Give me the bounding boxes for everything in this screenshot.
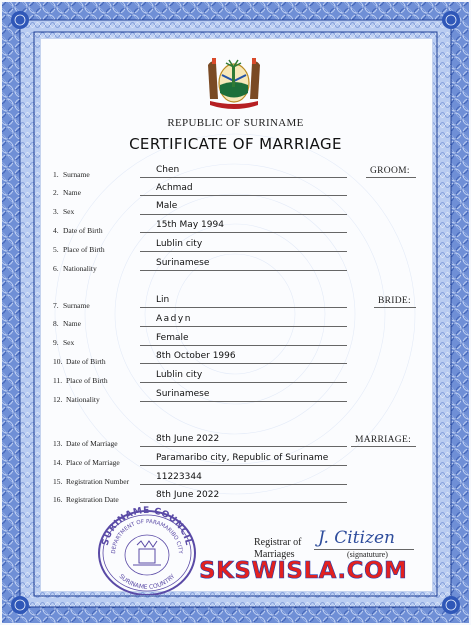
field-3-value: Male xyxy=(156,201,178,211)
field-6-value: Surinamese xyxy=(156,258,210,268)
watermark-string: SKSWISLA.COM xyxy=(199,558,408,584)
field-9-line xyxy=(140,345,347,346)
field-4-number: 4. xyxy=(53,226,59,235)
watermark-text xyxy=(199,558,407,584)
field-1-line xyxy=(140,177,347,178)
field-2-value: Achmad xyxy=(156,183,193,193)
groom-section-label: GROOM: xyxy=(370,166,410,176)
field-13-label: Date of Marriage xyxy=(66,439,118,448)
field-15-label: Registration Number xyxy=(66,477,130,486)
signature-caption: (signatuture) xyxy=(347,550,388,559)
field-4-value: 15th May 1994 xyxy=(156,220,224,230)
field-12-line xyxy=(140,401,347,402)
field-8-label: Name xyxy=(63,319,81,328)
field-10-line xyxy=(140,363,347,364)
field-5-value: Lublin city xyxy=(156,239,203,249)
field-8-line xyxy=(140,326,347,327)
bride-section-underline xyxy=(374,307,416,308)
marriage-section-underline xyxy=(351,446,416,447)
field-7-number: 7. xyxy=(53,301,59,310)
field-8-number: 8. xyxy=(53,319,59,328)
field-10-number: 10. xyxy=(53,357,63,366)
field-5-line xyxy=(140,251,347,252)
field-11-value: Lublin city xyxy=(156,370,203,380)
field-2-line xyxy=(140,195,347,196)
field-14-value: Paramaribo city, Republic of Suriname xyxy=(156,453,329,463)
field-7-value: Lin xyxy=(156,295,170,305)
field-1-value: Chen xyxy=(156,165,180,175)
field-12-label: Nationality xyxy=(66,395,100,404)
registrar-signature: J. Citizen xyxy=(318,528,395,548)
field-12-value: Surinamese xyxy=(156,389,210,399)
coat-of-arms-emblem xyxy=(204,55,264,110)
field-13-value: 8th June 2022 xyxy=(156,434,220,444)
marriage-section-label: MARRIAGE: xyxy=(355,435,412,445)
field-15-line xyxy=(140,484,347,485)
seal-middle-text: DEPARTMENT OF PARAMARIBO CITY xyxy=(110,518,184,555)
field-10-value: 8th October 1996 xyxy=(156,351,236,361)
field-11-label: Place of Birth xyxy=(66,376,108,385)
seal-top-text: SURINAME COUNCIL xyxy=(100,505,194,547)
field-11-number: 11. xyxy=(53,376,63,385)
field-16-label: Registration Date xyxy=(66,495,119,504)
groom-section-underline xyxy=(366,177,416,178)
field-14-number: 14. xyxy=(53,458,63,467)
field-10-label: Date of Birth xyxy=(66,357,106,366)
seal-bottom-text: SURINAME COUNTRY xyxy=(117,572,177,591)
field-4-label: Date of Birth xyxy=(63,226,103,235)
field-7-line xyxy=(140,307,347,308)
field-13-line xyxy=(140,446,347,447)
field-4-line xyxy=(140,232,347,233)
field-9-number: 9. xyxy=(53,338,59,347)
field-5-label: Place of Birth xyxy=(63,245,105,254)
field-6-line xyxy=(140,270,347,271)
field-5-number: 5. xyxy=(53,245,59,254)
field-13-number: 13. xyxy=(53,439,63,448)
field-2-number: 2. xyxy=(53,188,59,197)
field-14-label: Place of Marriage xyxy=(66,458,120,467)
field-14-line xyxy=(140,465,347,466)
official-seal-stamp xyxy=(93,505,201,595)
field-16-value: 8th June 2022 xyxy=(156,490,220,500)
field-12-number: 12. xyxy=(53,395,63,404)
field-2-label: Name xyxy=(63,188,81,197)
field-9-value: Female xyxy=(156,333,189,343)
field-16-line xyxy=(140,502,347,503)
field-9-label: Sex xyxy=(63,338,75,347)
field-15-number: 15. xyxy=(53,477,63,486)
field-3-line xyxy=(140,214,347,215)
republic-heading: REPUBLIC OF SURINAME xyxy=(167,117,304,129)
field-3-number: 3. xyxy=(53,207,59,216)
field-15-value: 11223344 xyxy=(156,472,202,482)
field-6-label: Nationality xyxy=(63,264,97,273)
field-1-label: Surname xyxy=(63,170,90,179)
registrar-label-line1: Registrar of xyxy=(254,537,302,548)
svg-text:SURINAME COUNTRY xyxy=(118,573,177,591)
bride-section-label: BRIDE: xyxy=(378,296,411,306)
registrar-label-line2: Marriages xyxy=(254,549,295,560)
field-16-number: 16. xyxy=(53,495,63,504)
field-6-number: 6. xyxy=(53,264,59,273)
field-11-line xyxy=(140,382,347,383)
certificate-title: CERTIFICATE OF MARRIAGE xyxy=(129,135,342,153)
field-1-number: 1. xyxy=(53,170,59,179)
field-3-label: Sex xyxy=(63,207,75,216)
field-7-label: Surname xyxy=(63,301,90,310)
field-8-value: Aadyn xyxy=(156,314,192,324)
